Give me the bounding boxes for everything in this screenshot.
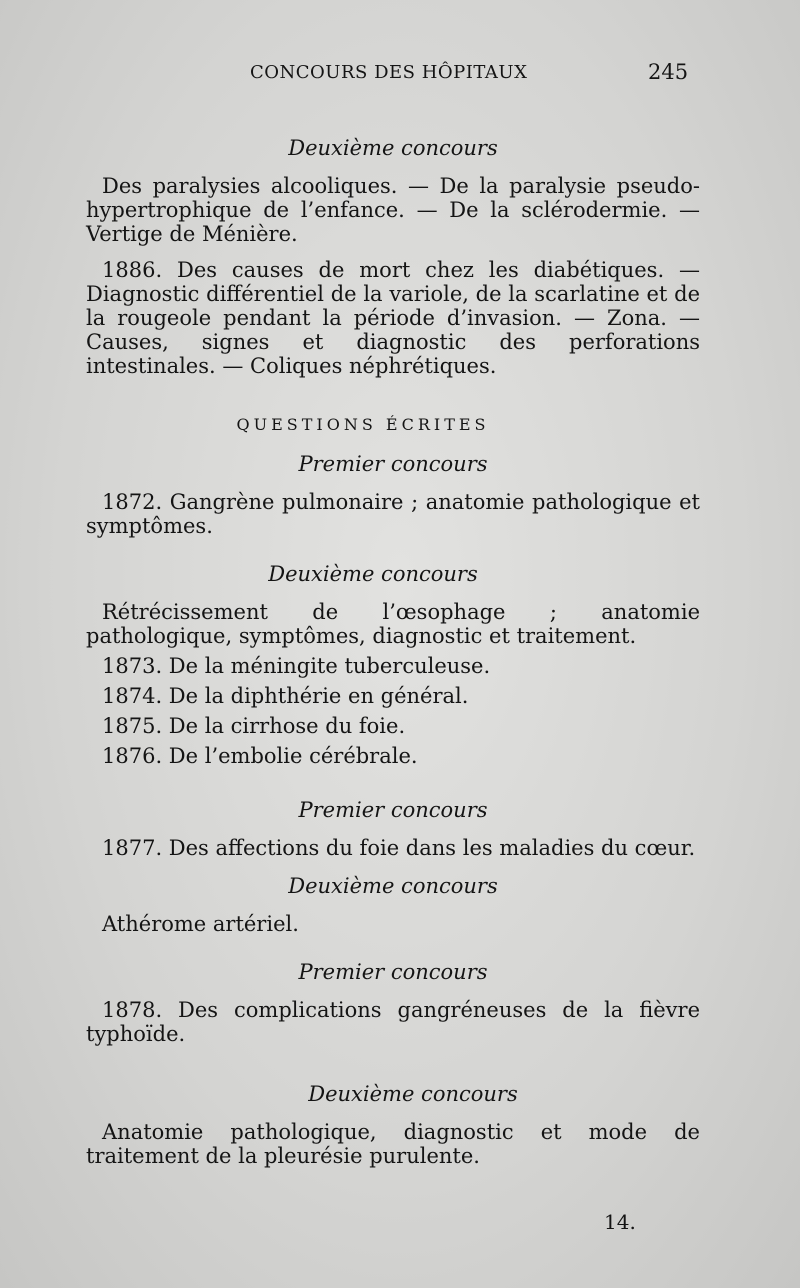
question-list — [86, 600, 700, 768]
section-heading-deuxieme-concours: Deuxième concours — [288, 874, 498, 898]
paragraph-pleuresie: Anatomie pathologique, diagnostic et mode de traitement de la pleurésie purulente. — [86, 1120, 700, 1168]
page-body — [86, 134, 700, 1168]
paragraph-paralysies: Des paralysies alcooliques. — De la paralysie pseudo-hypertrophique de l’enfance. — De la sclérodermie. — Vertige de Ménière. — [86, 174, 700, 246]
section-heading-premier-concours: Premier concours — [298, 798, 488, 822]
list-item: 1874. De la diphthérie en général. — [102, 684, 469, 708]
section-title-questions-ecrites: QUESTIONS ÉCRITES — [236, 415, 490, 434]
section-heading-premier-concours: Premier concours — [298, 960, 488, 984]
section-heading-deuxieme-concours: Deuxième concours — [288, 136, 498, 160]
signature-mark: 14. — [604, 1210, 636, 1234]
section-heading-deuxieme-concours: Deuxième concours — [308, 1082, 518, 1106]
list-item: 1876. De l’embolie cérébrale. — [102, 744, 418, 768]
page-header — [0, 62, 800, 92]
list-item: Rétrécissement de l’œsophage ; anatomie pathologique, symptômes, diagnostic et traitement. — [86, 600, 700, 648]
paragraph-atherome: Athérome artériel. — [102, 912, 299, 936]
section-heading-deuxieme-concours: Deuxième concours — [268, 562, 478, 586]
paragraph-1886: 1886. Des causes de mort chez les diabétiques. — Diagnostic différentiel de la variole, de la scarlatine et de la rougeole pendant la période d’invasion. — Zona. — Causes, signes et diagnostic des perforations intestinales. — Coliques néphrétiques. — [86, 258, 700, 378]
paragraph-1872: 1872. Gangrène pulmonaire ; anatomie pathologique et symptômes. — [86, 490, 700, 538]
section-heading-premier-concours: Premier concours — [298, 452, 488, 476]
list-item: 1873. De la méningite tuberculeuse. — [102, 654, 491, 678]
list-item: 1875. De la cirrhose du foie. — [102, 714, 406, 738]
running-title: CONCOURS DES HÔPITAUX — [250, 62, 528, 83]
paragraph-1877: 1877. Des affections du foie dans les maladies du cœur. — [102, 836, 696, 860]
page-number: 245 — [648, 60, 689, 84]
paragraph-1878: 1878. Des complications gangréneuses de la fièvre typhoïde. — [86, 998, 700, 1046]
